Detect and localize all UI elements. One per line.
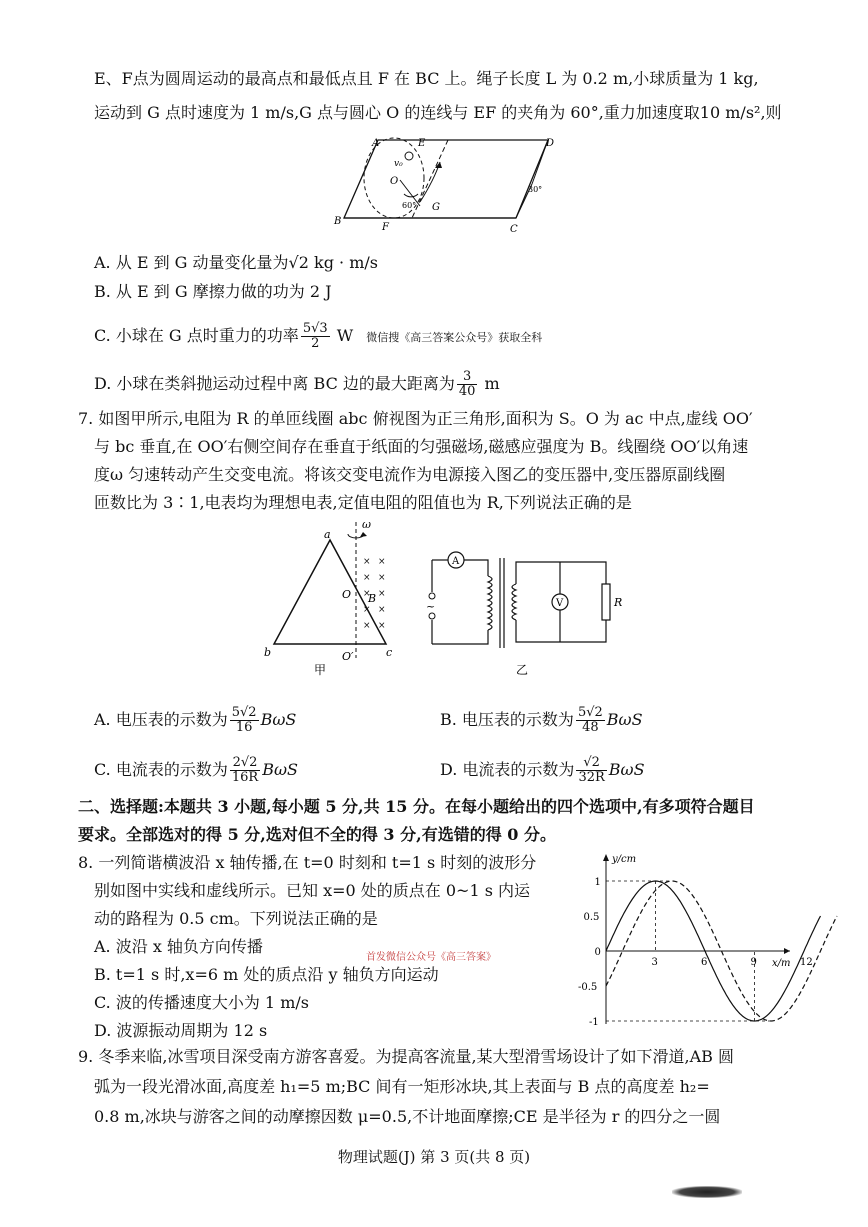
primary-coil: [488, 576, 492, 630]
q6-option-d-text: D. 小球在类斜抛运动过程中离 BC 边的最大距离为: [94, 374, 455, 393]
y-axis-arrow: [603, 854, 609, 861]
page-footer: 物理试题(J) 第 3 页(共 8 页): [337, 1148, 531, 1166]
label-D: D: [546, 138, 555, 149]
y-axis-label: y/cm: [612, 854, 637, 865]
secondary-coil: [512, 584, 516, 620]
option-text: C. 电流表的示数为: [94, 760, 228, 779]
q7-line-1: 7. 如图甲所示,电阻为 R 的单匝线圈 abc 俯视图为正三角形,面积为 S。O 为 ac 中点,虚线 OO′: [78, 409, 753, 428]
svg-text:×: ×: [363, 573, 371, 583]
q6-option-c: [94, 322, 542, 351]
label-angle30: 30°: [528, 185, 543, 194]
y-tick-label: -0.5: [578, 982, 598, 993]
x-tick-label: 9: [750, 957, 757, 968]
label-O-prime: O′: [342, 650, 354, 663]
option-fraction: [230, 756, 260, 785]
svg-text:×: ×: [363, 589, 371, 599]
x-tick-label: 6: [701, 957, 708, 968]
fraction-denominator: 2: [311, 336, 320, 351]
label-B: B: [334, 216, 342, 227]
option-fraction: [576, 756, 606, 785]
resistor-label: R: [614, 596, 623, 609]
q7-option-b: [440, 706, 643, 735]
label-F: F: [382, 222, 389, 233]
scan-smudge: [672, 1186, 742, 1198]
q6-figure: [320, 128, 560, 236]
q6-option-a: A. 从 E 到 G 动量变化量为√2 kg · m/s: [94, 253, 378, 272]
option-text: B. 电压表的示数为: [440, 710, 574, 729]
x-tick-label: 3: [651, 957, 658, 968]
x-axis-arrow: [784, 948, 790, 954]
x-axis-label: x/m: [772, 958, 791, 969]
label-O: O: [390, 176, 399, 187]
fraction-numerator: 5√3: [302, 321, 328, 336]
svg-text:×: ×: [378, 605, 386, 615]
q8-option-b: B. t=1 s 时,x=6 m 处的质点沿 y 轴负方向运动: [94, 965, 439, 984]
q6-option-c-text: C. 小球在 G 点时重力的功率: [94, 326, 299, 345]
option-text: D. 电流表的示数为: [440, 760, 575, 779]
label-a: a: [324, 528, 331, 541]
q8-option-c: C. 波的传播速度大小为 1 m/s: [94, 993, 309, 1012]
fraction-numerator: 2√2: [230, 756, 260, 771]
label-yi: 乙: [516, 663, 529, 677]
fraction-numerator: √2: [576, 756, 606, 771]
ammeter-label: A: [452, 556, 460, 567]
q6-option-d-unit: m: [484, 374, 500, 393]
label-c: c: [386, 646, 393, 659]
intro-line-2: 运动到 G 点时速度为 1 m/s,G 点与圆心 O 的连线与 EF 的夹角为 60°,重力加速度取10 m/s²,则: [94, 103, 782, 122]
q8-line-1: 8. 一列简谐横波沿 x 轴传播,在 t=0 时刻和 t=1 s 时刻的波形分: [78, 853, 537, 872]
q7-option-a: [94, 706, 296, 735]
q8-line-3: 动的路程为 0.5 cm。下列说法正确的是: [94, 909, 378, 928]
q6-option-d: [94, 370, 500, 399]
option-text: A. 电压表的示数为: [94, 710, 228, 729]
option-expression: BωS: [606, 710, 643, 729]
watermark-note: 微信搜《高三答案公众号》获取全科: [366, 331, 543, 344]
svg-text:×: ×: [363, 557, 371, 567]
section2-line-2: 要求。全部选对的得 5 分,选对但不全的得 3 分,有选错的得 0 分。: [78, 825, 556, 844]
wave-chart: [576, 848, 813, 1030]
fraction-denominator: 48: [582, 720, 599, 735]
label-b: b: [264, 646, 272, 659]
y-tick-label: 1: [594, 877, 601, 888]
q6-option-c-fraction: [301, 322, 330, 351]
q8-option-a: A. 波沿 x 轴负方向传播: [94, 937, 263, 956]
q9-line-1: 9. 冬季来临,冰雪项目深受南方游客喜爱。为提高客流量,某大型滑雪场设计了如下滑道,AB 圆: [78, 1047, 735, 1066]
fraction-denominator: 40: [458, 384, 476, 399]
q6-option-d-fraction: [457, 370, 478, 399]
fraction-denominator: 16: [235, 720, 253, 735]
label-v0: v₀: [394, 159, 403, 169]
option-expression: BωS: [608, 760, 645, 779]
svg-text:×: ×: [378, 621, 386, 631]
option-fraction: [576, 706, 605, 735]
q8-option-d: D. 波源振动周期为 12 s: [94, 1021, 268, 1040]
y-tick-label: -1: [589, 1017, 599, 1028]
intro-line-1: E、F点为圆周运动的最高点和最低点且 F 在 BC 上。绳子长度 L 为 0.2 m,小球质量为 1 kg,: [94, 69, 759, 88]
x-tick-label: 12: [800, 957, 813, 968]
q9-line-3: 0.8 m,冰块与游客之间的动摩擦因数 μ=0.5,不计地面摩擦;CE 是半径为 r 的四分之一圆: [94, 1107, 721, 1126]
label-angle60: 60°: [402, 201, 417, 210]
option-expression: BωS: [260, 710, 297, 729]
section2-line-1: 二、选择题:本题共 3 小题,每小题 5 分,共 15 分。在每小题给出的四个选项中,有多项符合题目: [78, 797, 755, 816]
label-A: A: [372, 138, 380, 149]
q8-line-2: 别如图中实线和虚线所示。已知 x=0 处的质点在 0~1 s 内运: [94, 881, 531, 900]
ac-source-label: ~: [426, 600, 436, 613]
q7-figure-yi: [424, 544, 634, 680]
label-E: E: [418, 138, 426, 149]
q7-option-c: [94, 756, 298, 785]
label-G: G: [432, 202, 440, 213]
q7-figure-jia: [256, 518, 406, 678]
watermark-note-red: 首发微信公众号《高三答案》: [366, 952, 496, 963]
q7-line-2: 与 bc 垂直,在 OO′右侧空间存在垂直于纸面的匀强磁场,磁感应强度为 B。线圈绕 OO′以角速: [94, 437, 749, 456]
label-omega: ω: [362, 518, 371, 531]
fraction-numerator: 5√2: [577, 705, 603, 720]
fraction-numerator: 3: [457, 370, 478, 385]
svg-text:×: ×: [363, 605, 371, 615]
label-B-field: B: [368, 592, 377, 605]
svg-text:×: ×: [378, 589, 386, 599]
q7-line-4: 匝数比为 3∶1,电表均为理想电表,定值电阻的阻值也为 R,下列说法正确的是: [94, 493, 632, 512]
svg-text:×: ×: [378, 557, 386, 567]
voltmeter-label: V: [556, 598, 564, 609]
fraction-denominator: 16R: [231, 770, 259, 785]
y-tick-label: 0.5: [583, 912, 600, 923]
q6-option-b: B. 从 E 到 G 摩擦力做的功为 2 J: [94, 282, 332, 301]
svg-text:×: ×: [378, 573, 386, 583]
q7-option-d: [440, 756, 645, 785]
option-expression: BωS: [262, 760, 298, 779]
label-C: C: [510, 224, 518, 235]
y-tick-label: 0: [594, 947, 601, 958]
label-O: O: [342, 588, 352, 601]
resistor-icon: [602, 584, 610, 620]
option-fraction: [230, 706, 259, 735]
label-jia: 甲: [314, 663, 327, 677]
q7-line-3: 度ω 匀速转动产生交变电流。将该交变电流作为电源接入图乙的变压器中,变压器原副线圈: [94, 465, 726, 484]
svg-text:×: ×: [363, 621, 371, 631]
q6-option-c-unit: W: [336, 326, 354, 345]
fraction-numerator: 5√2: [231, 705, 257, 720]
fraction-denominator: 32R: [578, 770, 605, 785]
q9-line-2: 弧为一段光滑冰面,高度差 h₁=5 m;BC 间有一矩形冰块,其上表面与 B 点的高度差 h₂=: [94, 1077, 710, 1096]
